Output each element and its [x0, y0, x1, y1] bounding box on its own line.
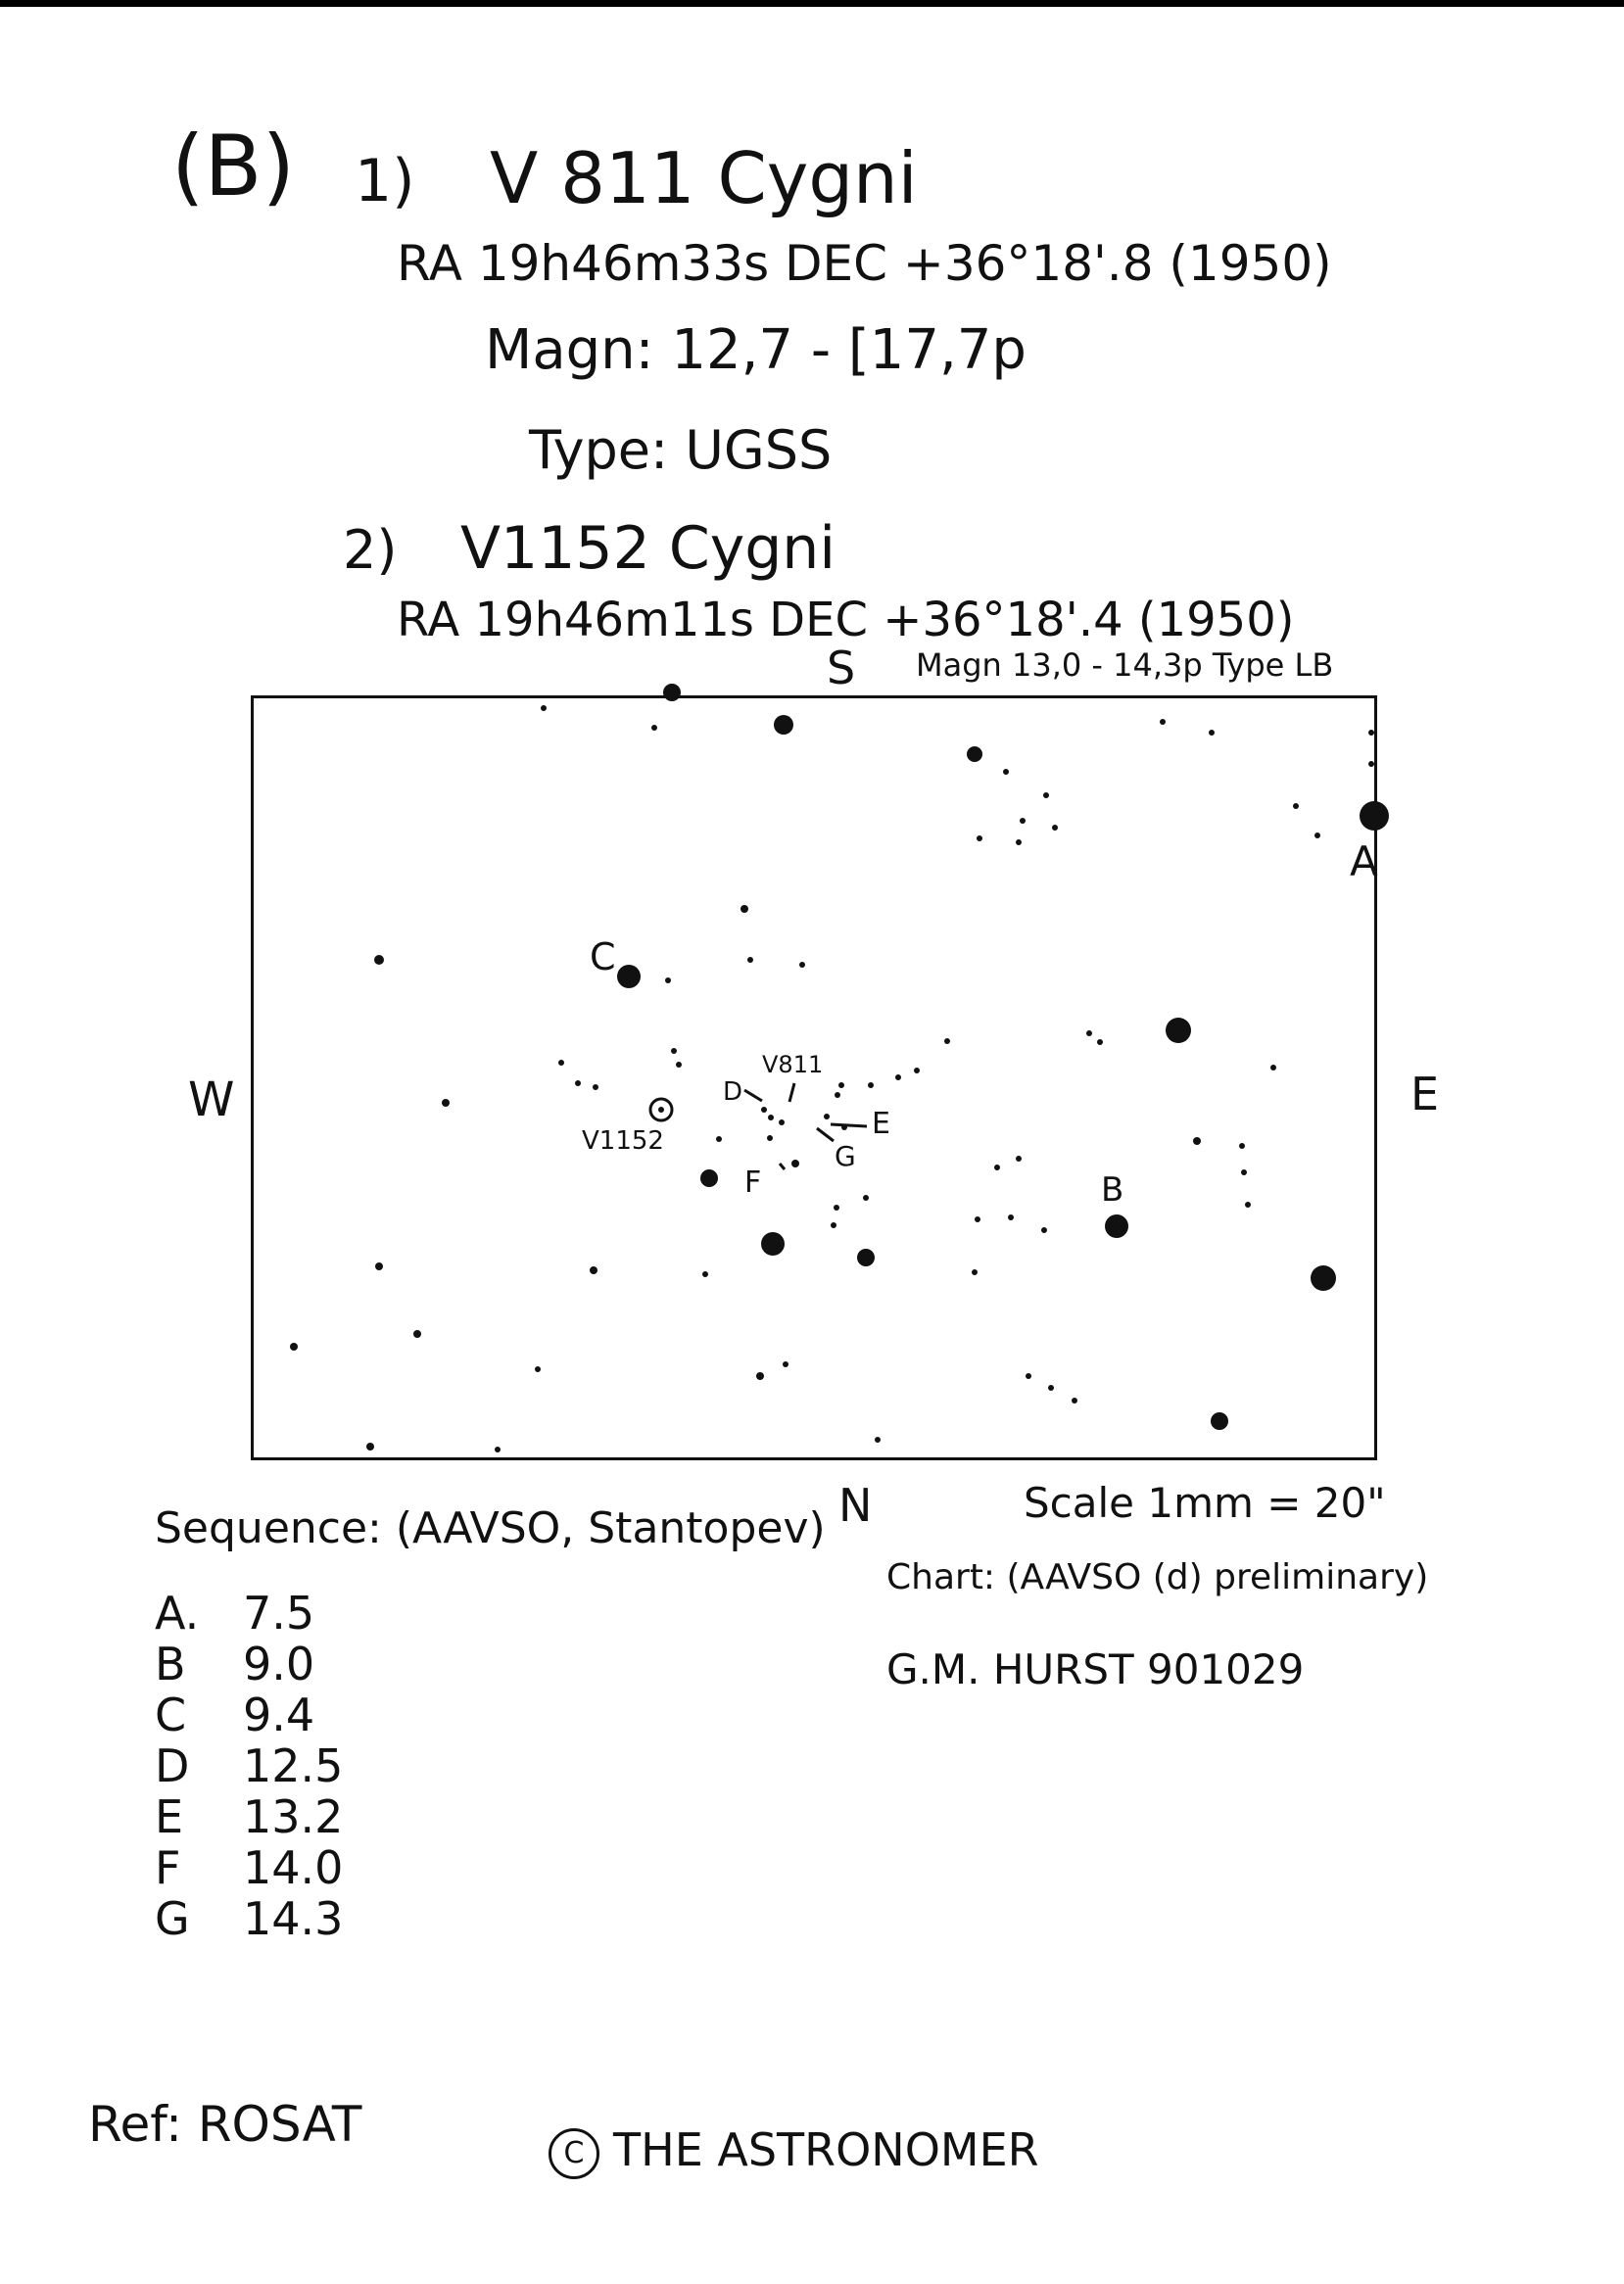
copyright-text: THE ASTRONOMER: [613, 2123, 1039, 2176]
star-field-point: [1166, 1018, 1191, 1043]
label-leader-line: [744, 1090, 762, 1101]
sequence-magnitude: 14.3: [243, 1892, 344, 1945]
star-field-point: [651, 725, 657, 731]
star-field-point: [558, 1060, 564, 1066]
direction-east: E: [1410, 1068, 1440, 1120]
star-field-point: [1311, 1265, 1336, 1291]
direction-north: N: [838, 1479, 873, 1532]
item2-star-name: V1152 Cygni: [460, 514, 836, 583]
sequence-magnitude: 14.0: [243, 1841, 344, 1894]
star-b: [1105, 1214, 1128, 1238]
label-star-b: B: [1101, 1170, 1124, 1210]
direction-west: W: [188, 1072, 235, 1127]
star-field-point: [779, 1119, 785, 1125]
sequence-magnitude: 7.5: [243, 1587, 315, 1640]
star-field-point: [1016, 839, 1022, 845]
star-field-point: [972, 1269, 978, 1275]
star-field-point: [1160, 719, 1166, 725]
star-field-point: [834, 1205, 839, 1211]
star-field-point: [442, 1099, 450, 1107]
star-field-point: [1368, 761, 1374, 767]
star-field-point: [495, 1447, 501, 1452]
star-field-point: [702, 1271, 708, 1277]
sequence-row: [155, 1689, 314, 1741]
item2-number: 2): [343, 519, 398, 581]
star-field-point: [774, 715, 793, 735]
star-field-point: [1016, 1156, 1022, 1162]
direction-south: S: [827, 642, 856, 694]
star-field-point: [535, 1366, 541, 1372]
star-field-point: [1209, 730, 1215, 736]
label-star-d: D: [723, 1077, 743, 1107]
copyright: [549, 2123, 1039, 2179]
sequence-row: [155, 1892, 343, 1945]
star-field-point: [747, 957, 753, 963]
star-field-point: [838, 1082, 844, 1088]
star-field-point: [1020, 818, 1026, 824]
label-star-c: C: [590, 935, 616, 978]
sequence-magnitude: 9.4: [243, 1689, 315, 1741]
star-field-point: [1245, 1202, 1251, 1208]
sequence-title: Sequence: (AAVSO, Stantopev): [155, 1503, 826, 1553]
sequence-letter: E: [155, 1790, 184, 1843]
star-field-point: [761, 1107, 767, 1113]
item1-star-name: V 811 Cygni: [490, 137, 918, 219]
star-field-point: [1003, 769, 1009, 775]
sequence-letter: F: [155, 1841, 181, 1894]
star-field-point: [671, 1048, 677, 1054]
star-field-point: [835, 1092, 840, 1098]
sequence-row: [155, 1841, 343, 1894]
star-field-point: [663, 684, 681, 701]
star-field-point: [1368, 730, 1374, 736]
star-field-point: [895, 1074, 901, 1080]
label-star-g: G: [835, 1140, 856, 1172]
star-field-point: [593, 1084, 598, 1090]
star-field-point: [1211, 1412, 1228, 1430]
star-field-point: [374, 955, 384, 965]
label-leader-line: [831, 1124, 867, 1126]
item1-coordinates: RA 19h46m33s DEC +36°18'.8 (1950): [397, 235, 1332, 292]
star-field-point: [290, 1343, 298, 1351]
sequence-magnitude: 9.0: [243, 1638, 315, 1690]
star-field-point: [863, 1195, 869, 1201]
sequence-letter: C: [155, 1689, 187, 1741]
label-star-f: F: [744, 1166, 762, 1200]
star-field-point: [740, 905, 748, 913]
star-field-point: [799, 962, 805, 968]
item2-magnitude-type: Magn 13,0 - 14,3p Type LB: [916, 646, 1334, 684]
sequence-magnitude: 12.5: [243, 1739, 344, 1792]
star-field-point: [977, 835, 982, 841]
sequence-magnitude: 13.2: [243, 1790, 344, 1843]
star-field-point: [1086, 1030, 1092, 1036]
label-star-e: E: [872, 1107, 890, 1141]
label-star-a: A: [1350, 837, 1378, 885]
star-field-point: [994, 1165, 1000, 1170]
star-field-point: [1052, 825, 1058, 831]
star-field-point: [824, 1114, 830, 1119]
star-field-point: [413, 1330, 421, 1338]
star-field-point: [366, 1443, 374, 1451]
star-field-point: [541, 705, 547, 711]
star-field-point: [1041, 1227, 1047, 1233]
star-field-point: [700, 1169, 718, 1187]
star-field-point: [1239, 1143, 1245, 1149]
sequence-letter: B: [155, 1638, 186, 1690]
star-field-point: [868, 1082, 874, 1088]
copyright-icon: C: [549, 2128, 599, 2179]
sequence-row: [155, 1638, 314, 1690]
label-v811: V811: [762, 1051, 824, 1078]
star-field-point: [716, 1136, 722, 1142]
sequence-letter: A.: [155, 1587, 200, 1640]
chart-source-note: Chart: (AAVSO (d) preliminary): [886, 1557, 1429, 1597]
chart-author: G.M. HURST 901029: [886, 1645, 1305, 1693]
star-field-point: [1048, 1385, 1054, 1391]
star-field-point: [676, 1062, 682, 1068]
sequence-letter: G: [155, 1892, 190, 1945]
star-field-point: [944, 1038, 950, 1044]
star-field-point: [590, 1266, 597, 1274]
star-field-point: [1314, 833, 1320, 838]
star-field-point: [783, 1361, 788, 1367]
label-leader-line: [780, 1164, 785, 1169]
star-field-point: [1026, 1373, 1031, 1379]
star-field-point: [791, 1160, 799, 1167]
star-field-point: [1293, 803, 1299, 809]
star-field-point: [575, 1080, 581, 1086]
sequence-row: [155, 1739, 343, 1792]
star-field-point: [1043, 792, 1049, 798]
star-field-point: [665, 977, 671, 983]
star-field-point: [756, 1372, 764, 1380]
star-field-point: [1241, 1169, 1247, 1175]
sequence-row: [155, 1587, 314, 1640]
star-field-point: [875, 1437, 881, 1443]
star-field-point: [975, 1216, 980, 1222]
star-a: [1360, 801, 1389, 831]
sequence-row: [155, 1790, 343, 1843]
item1-type: Type: UGSS: [529, 419, 833, 481]
star-field-point: [1072, 1398, 1077, 1404]
item1-number: 1): [355, 147, 415, 215]
star-field-point: [375, 1262, 383, 1270]
star-field-point: [1008, 1214, 1014, 1220]
item2-coordinates: RA 19h46m11s DEC +36°18'.4 (1950): [397, 593, 1295, 647]
label-v1152: V1152: [582, 1126, 664, 1156]
star-field-point: [1270, 1065, 1276, 1071]
star-c: [617, 965, 641, 988]
label-leader-line: [817, 1128, 834, 1141]
star-field-point: [1097, 1039, 1103, 1045]
chart-scale: Scale 1mm = 20": [1024, 1479, 1386, 1527]
label-leader-line: [789, 1083, 794, 1102]
section-label: (B): [171, 118, 296, 215]
star-field-point: [967, 746, 982, 762]
star-v1152-center: [658, 1107, 664, 1113]
star-field-point: [768, 1115, 774, 1120]
star-field-point: [831, 1222, 836, 1228]
sequence-letter: D: [155, 1739, 190, 1792]
star-field-point: [857, 1249, 875, 1266]
star-field-point: [761, 1232, 785, 1256]
item1-magnitude: Magn: 12,7 - [17,7p: [485, 318, 1027, 382]
reference: Ref: ROSAT: [88, 2096, 362, 2153]
star-field-point: [767, 1135, 773, 1141]
star-field-point: [1193, 1137, 1201, 1145]
star-field-point: [914, 1068, 920, 1073]
